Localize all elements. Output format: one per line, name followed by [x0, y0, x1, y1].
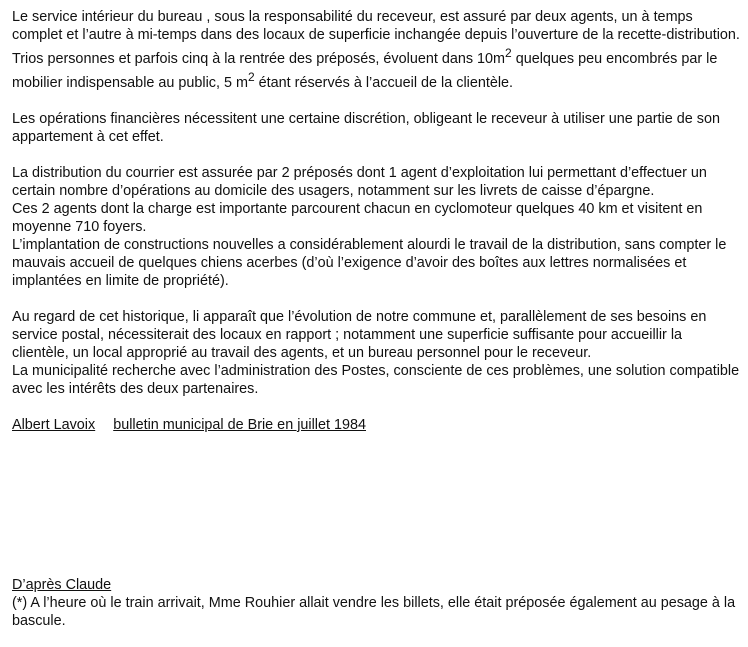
paragraph-text: quelques peu encombrés par le mobilier indispensable au public, 5 m	[12, 50, 718, 91]
paragraph-operations-financieres: Les opérations financières nécessitent une certaine discrétion, obligeant le receveur à utiliser une partie de son appartement à cet effet.	[12, 110, 720, 145]
paragraph-implantation: L’implantation de constructions nouvelles a considérablement alourdi le travail de la distribution, sans compter le mauvais accueil de quelques chiens acerbes (d’où l’exigence d’avoir des boîtes aux lettres normalisées et implantées en limite de propriété).	[12, 236, 727, 289]
paragraph-distribution: La distribution du courrier est assurée par 2 préposés dont 1 agent d’exploitation lui permettant d’effectuer un certain nombre d’opérations au domicile des usagers, notamment sur les livrets de caisse d’épargne.	[12, 164, 707, 199]
paragraph-gap	[12, 290, 742, 308]
superscript: 2	[505, 46, 512, 60]
paragraph-text: Le service intérieur du bureau , sous la responsabilité du receveur, est assuré par deux agents, un à temps complet et l’autre à mi-temps dans des locaux de superficie inchangée depuis l’ouverture de la recette-distribution. Trios personnes et parfois cinq à la rentrée des préposés, évoluent dans 10m	[12, 9, 740, 67]
paragraph-historique: Au regard de cet historique, li apparaît que l’évolution de notre commune et, parallèlement de ses besoins en service postal, nécessiterait des locaux en rapport ; notamment une superficie suffisante pour accueillir la clientèle, un local approprié au travail des agents, et un bureau personnel pour le receveur.	[12, 308, 707, 361]
attribution-line: D’après Claude	[12, 576, 112, 593]
paragraph-text: étant réservés à l’accueil de la clientèle.	[254, 74, 514, 91]
footnote: (*) A l’heure où le train arrivait, Mme Rouhier allait vendre les billets, elle était préposée également au pesage à la bascule.	[12, 594, 736, 629]
signature-author: Albert Lavoix	[12, 416, 96, 433]
paragraph-gap	[12, 92, 742, 110]
superscript: 2	[247, 69, 255, 84]
paragraph-service-interieur	[12, 8, 742, 92]
signature-source: bulletin municipal de Brie en juillet 1984	[113, 416, 366, 433]
paragraph-gap	[12, 398, 742, 416]
paragraph-gap	[12, 146, 742, 164]
paragraph-municipalite: La municipalité recherche avec l’administration des Postes, consciente de ces problèmes, une solution compatible avec les intérêts des deux partenaires.	[12, 362, 740, 397]
paragraph-agents: Ces 2 agents dont la charge est importante parcourent chacun en cyclomoteur quelques 40 km et visitent en moyenne 710 foyers.	[12, 200, 703, 235]
signature-line	[12, 416, 742, 434]
document-page	[12, 8, 742, 630]
blank-space	[12, 434, 742, 576]
